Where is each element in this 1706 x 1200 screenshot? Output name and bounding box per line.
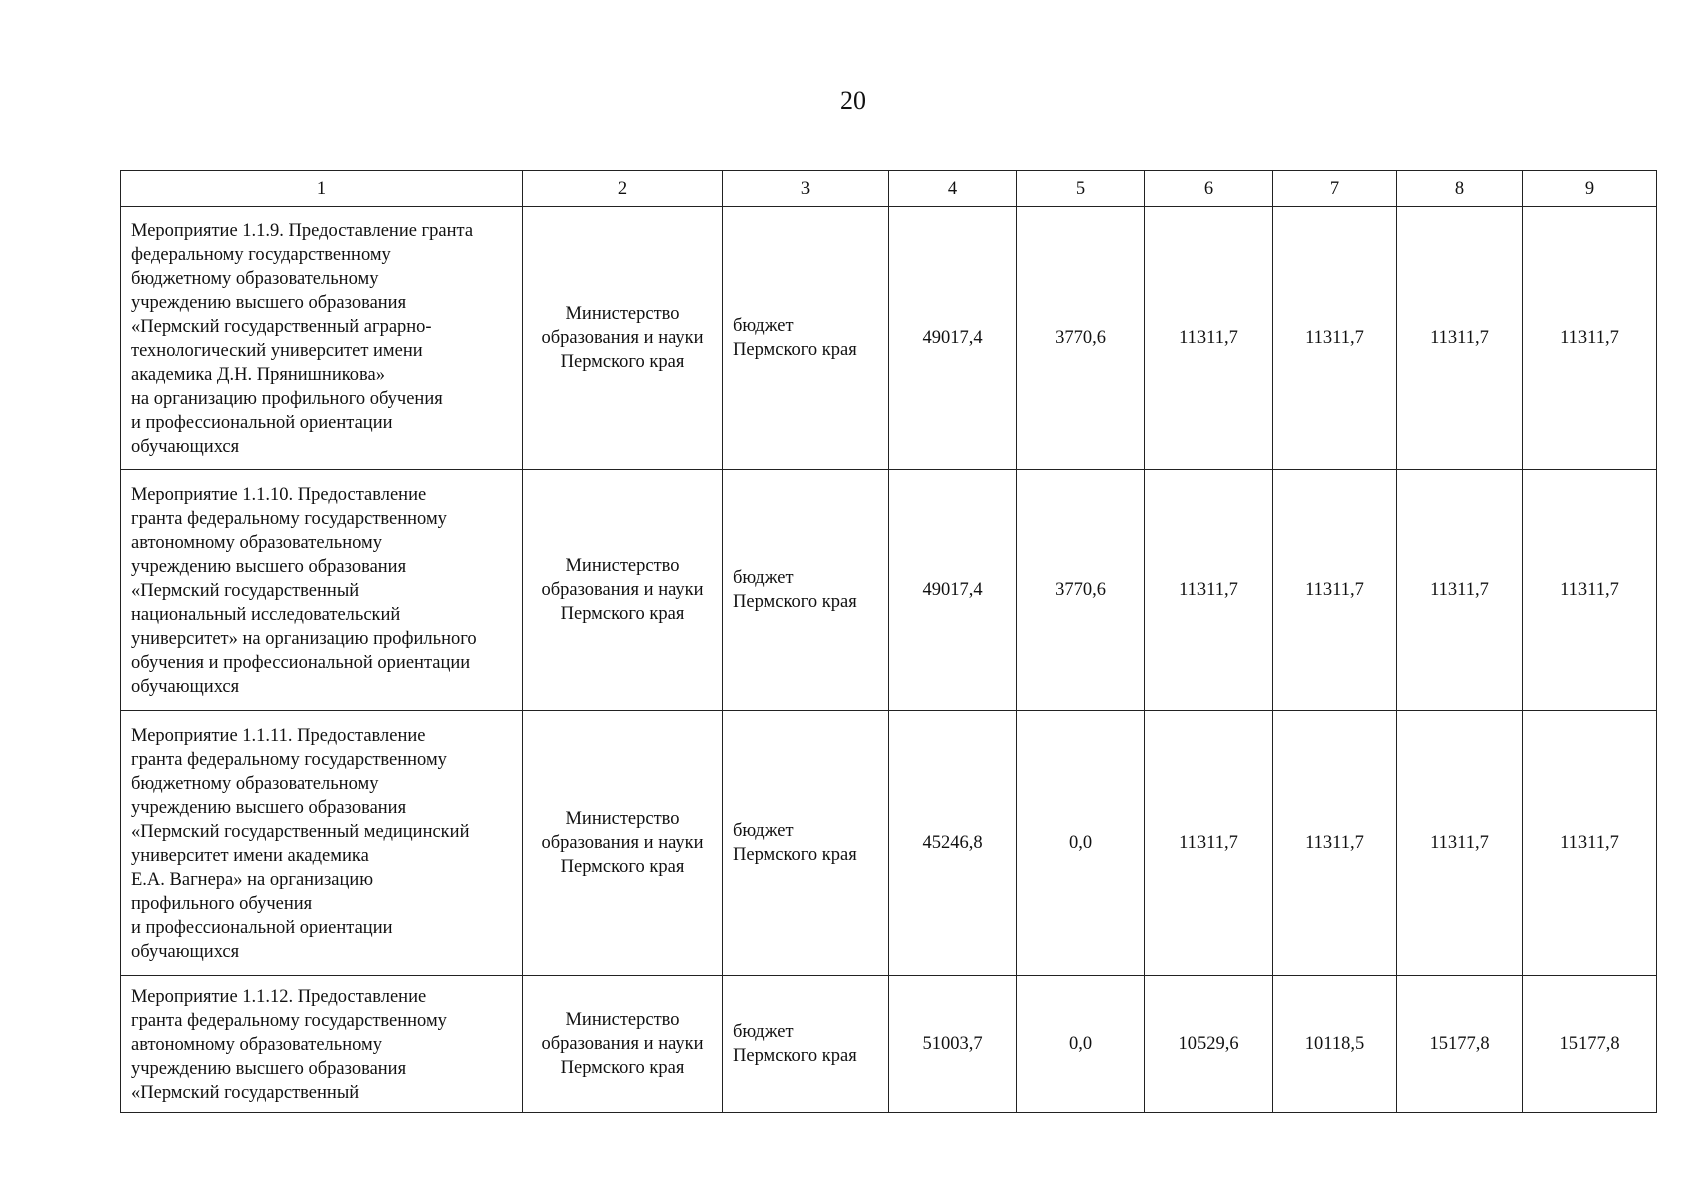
column-number: 1 [121, 171, 523, 207]
year-value: 0,0 [1017, 976, 1145, 1113]
total-value: 49017,4 [889, 207, 1017, 470]
year-value: 11311,7 [1523, 207, 1657, 470]
year-value: 11311,7 [1145, 470, 1273, 711]
column-number: 8 [1397, 171, 1523, 207]
total-value: 51003,7 [889, 976, 1017, 1113]
year-value: 11311,7 [1273, 207, 1397, 470]
table-row [121, 976, 1657, 1113]
funding-source: бюджет Пермского края [733, 316, 857, 360]
responsible-cell [523, 207, 723, 470]
column-number: 3 [723, 171, 889, 207]
year-value: 0,0 [1017, 711, 1145, 976]
column-number: 7 [1273, 171, 1397, 207]
funding-source: бюджет Пермского края [733, 568, 857, 612]
year-value: 11311,7 [1523, 470, 1657, 711]
budget-table [120, 170, 1657, 1113]
funding-source: бюджет Пермского края [733, 1022, 857, 1066]
activity-name-cell [121, 207, 523, 470]
funding-source-cell [723, 207, 889, 470]
column-number: 2 [523, 171, 723, 207]
year-value: 11311,7 [1145, 207, 1273, 470]
total-value: 49017,4 [889, 470, 1017, 711]
table-row [121, 711, 1657, 976]
column-number: 9 [1523, 171, 1657, 207]
year-value: 11311,7 [1397, 207, 1523, 470]
responsible-executor: Министерство образования и науки Пермского края [541, 1010, 704, 1078]
responsible-executor: Министерство образования и науки Пермского края [541, 809, 704, 877]
activity-name: Мероприятие 1.1.9. Предоставление гранта федеральному государственному бюджетному образовательному учреждению высшего образования «Пермский государственный аграрно- технологический университет имени академика Д.Н. Прянишникова» на организацию профильного обучения и профессиональной ориентации обучающихся [131, 221, 474, 457]
funding-source-cell [723, 470, 889, 711]
funding-source-cell [723, 711, 889, 976]
funding-source-cell [723, 976, 889, 1113]
page-number: 20 [840, 86, 866, 115]
responsible-cell [523, 470, 723, 711]
year-value: 11311,7 [1273, 711, 1397, 976]
year-value: 11311,7 [1397, 711, 1523, 976]
year-value: 15177,8 [1397, 976, 1523, 1113]
responsible-executor: Министерство образования и науки Пермского края [541, 556, 704, 624]
year-value: 11311,7 [1397, 470, 1523, 711]
column-number-row [121, 171, 1657, 207]
activity-name: Мероприятие 1.1.10. Предоставление гранта федеральному государственному автономному образовательному учреждению высшего образования «Пермский государственный национальный исследовательский университет» на организацию профильного обучения и профессиональной ориентации обучающихся [131, 485, 477, 697]
total-value: 45246,8 [889, 711, 1017, 976]
activity-name: Мероприятие 1.1.12. Предоставление гранта федеральному государственному автономному образовательному учреждению высшего образования «Пермский государственный [131, 987, 447, 1103]
table-row [121, 207, 1657, 470]
activity-name-cell [121, 470, 523, 711]
column-number: 5 [1017, 171, 1145, 207]
column-number: 4 [889, 171, 1017, 207]
activity-name-cell [121, 711, 523, 976]
responsible-cell [523, 711, 723, 976]
year-value: 15177,8 [1523, 976, 1657, 1113]
activity-name: Мероприятие 1.1.11. Предоставление гранта федеральному государственному бюджетному образовательному учреждению высшего образования «Пермский государственный медицинский университет имени академика Е.А. Вагнера» на организацию профильного обучения и профессиональной ориентации обучающихся [131, 726, 470, 962]
responsible-executor: Министерство образования и науки Пермского края [541, 304, 704, 372]
funding-source: бюджет Пермского края [733, 821, 857, 865]
column-number: 6 [1145, 171, 1273, 207]
year-value: 11311,7 [1523, 711, 1657, 976]
year-value: 10529,6 [1145, 976, 1273, 1113]
activity-name-cell [121, 976, 523, 1113]
year-value: 3770,6 [1017, 470, 1145, 711]
year-value: 11311,7 [1145, 711, 1273, 976]
table-row [121, 470, 1657, 711]
year-value: 3770,6 [1017, 207, 1145, 470]
responsible-cell [523, 976, 723, 1113]
year-value: 11311,7 [1273, 470, 1397, 711]
year-value: 10118,5 [1273, 976, 1397, 1113]
